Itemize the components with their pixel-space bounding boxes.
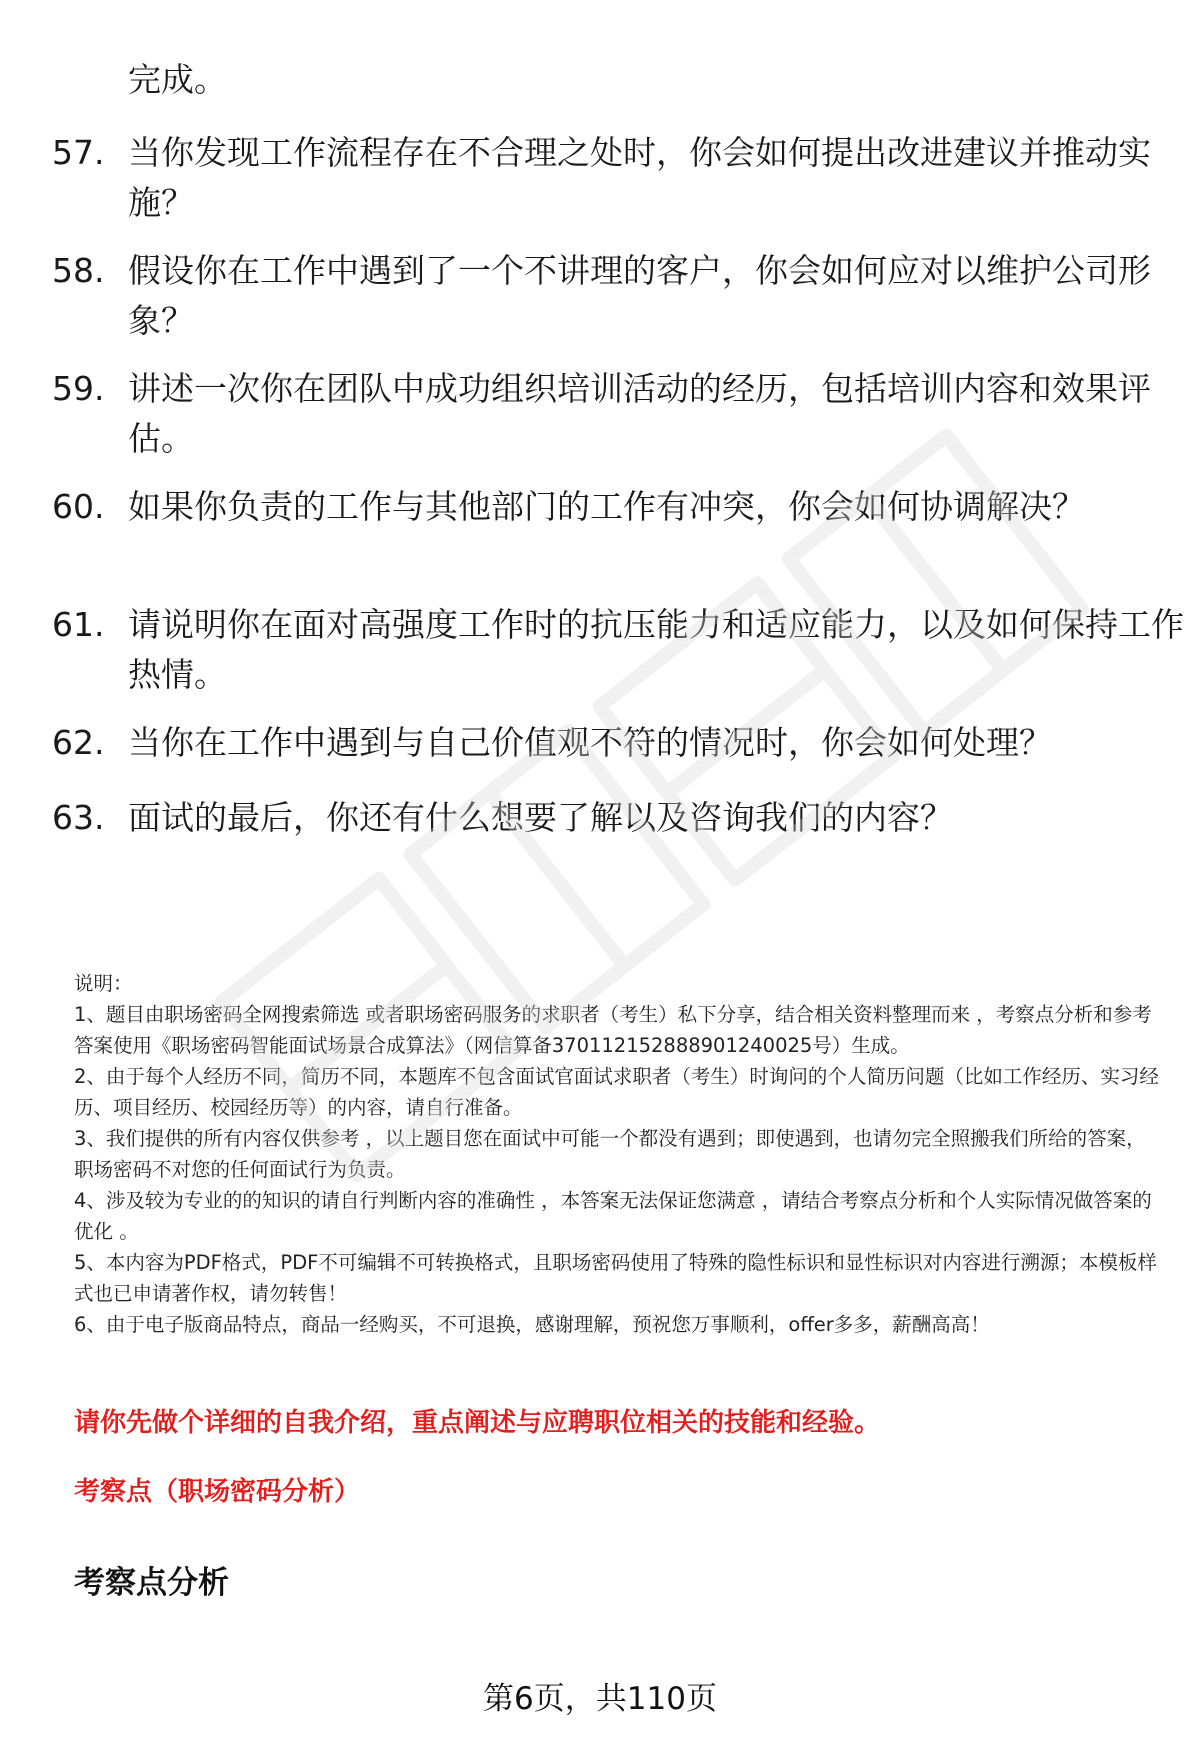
question-number: 61. (52, 605, 105, 644)
notes-title: 说明： (74, 972, 133, 995)
question-item-63 (52, 793, 1152, 843)
question-text: 请说明你在面对高强度工作时的抗压能力和适应能力，以及如何保持工作热情。 (128, 605, 1184, 694)
notes-item: 1、题目由职场密码全网搜索筛选 或者职场密码服务的求职者（考生）私下分享，结合相关资料整理而来 ，考察点分析和参考答案使用《职场密码智能面试场景合成算法》（网信算备370112152888901240025号）生成。 (74, 1003, 1152, 1057)
notes-item: 4、涉及较为专业的的知识的请自行判断内容的准确性 ，本答案无法保证您满意 ，请结合考察点分析和个人实际情况做答案的优化 。 (74, 1189, 1152, 1243)
notes-item: 6、由于电子版商品特点，商品一经购买，不可退换，感谢理解，预祝您万事顺利，offer多多，薪酬高高！ (74, 1313, 990, 1336)
notes-item: 3、我们提供的所有内容仅供参考 ，以上题目您在面试中可能一个都没有遇到；即使遇到，也请勿完全照搬我们所给的答案，职场密码不对您的任何面试行为负责。 (74, 1127, 1146, 1181)
continuation-text: 完成。 (128, 60, 227, 99)
question-item-58 (52, 246, 1152, 346)
question-item-60 (52, 482, 1152, 532)
question-item-61 (52, 600, 1184, 700)
question-text: 假设你在工作中遇到了一个不讲理的客户，你会如何应对以维护公司形象？ (128, 251, 1151, 340)
notes-section (74, 968, 1164, 1340)
question-number: 62. (52, 723, 105, 762)
question-item-59 (52, 364, 1152, 464)
highlight-question: 请你先做个详细的自我介绍，重点阐述与应聘职位相关的技能和经验。 (74, 1408, 881, 1438)
question-text: 当你发现工作流程存在不合理之处时，你会如何提出改进建议并推动实施？ (128, 133, 1151, 222)
question-number: 60. (52, 487, 105, 526)
question-item-57 (52, 128, 1152, 228)
analysis-heading: 考察点分析 (74, 1565, 229, 1601)
question-item-62 (52, 718, 1152, 768)
question-text: 讲述一次你在团队中成功组织培训活动的经历，包括培训内容和效果评估。 (128, 369, 1151, 458)
question-text: 面试的最后，你还有什么想要了解以及咨询我们的内容？ (128, 798, 953, 837)
question-text: 当你在工作中遇到与自己价值观不符的情况时，你会如何处理？ (128, 723, 1052, 762)
question-number: 57. (52, 133, 105, 172)
page-footer: 第6页，共110页 (483, 1681, 717, 1717)
highlight-label: 考察点（职场密码分析） (74, 1477, 361, 1507)
question-text: 如果你负责的工作与其他部门的工作有冲突，你会如何协调解决？ (128, 487, 1085, 526)
question-number: 63. (52, 798, 105, 837)
question-number: 58. (52, 251, 105, 290)
notes-item: 2、由于每个人经历不同，简历不同，本题库不包含面试官面试求职者（考生）时询问的个人简历问题（比如工作经历、实习经历、项目经历、校园经历等）的内容，请自行准备。 (74, 1065, 1159, 1119)
question-number: 59. (52, 369, 105, 408)
notes-item: 5、本内容为PDF格式，PDF不可编辑不可转换格式，且职场密码使用了特殊的隐性标识和显性标识对内容进行溯源；本模板样式也已申请著作权，请勿转售！ (74, 1251, 1157, 1305)
